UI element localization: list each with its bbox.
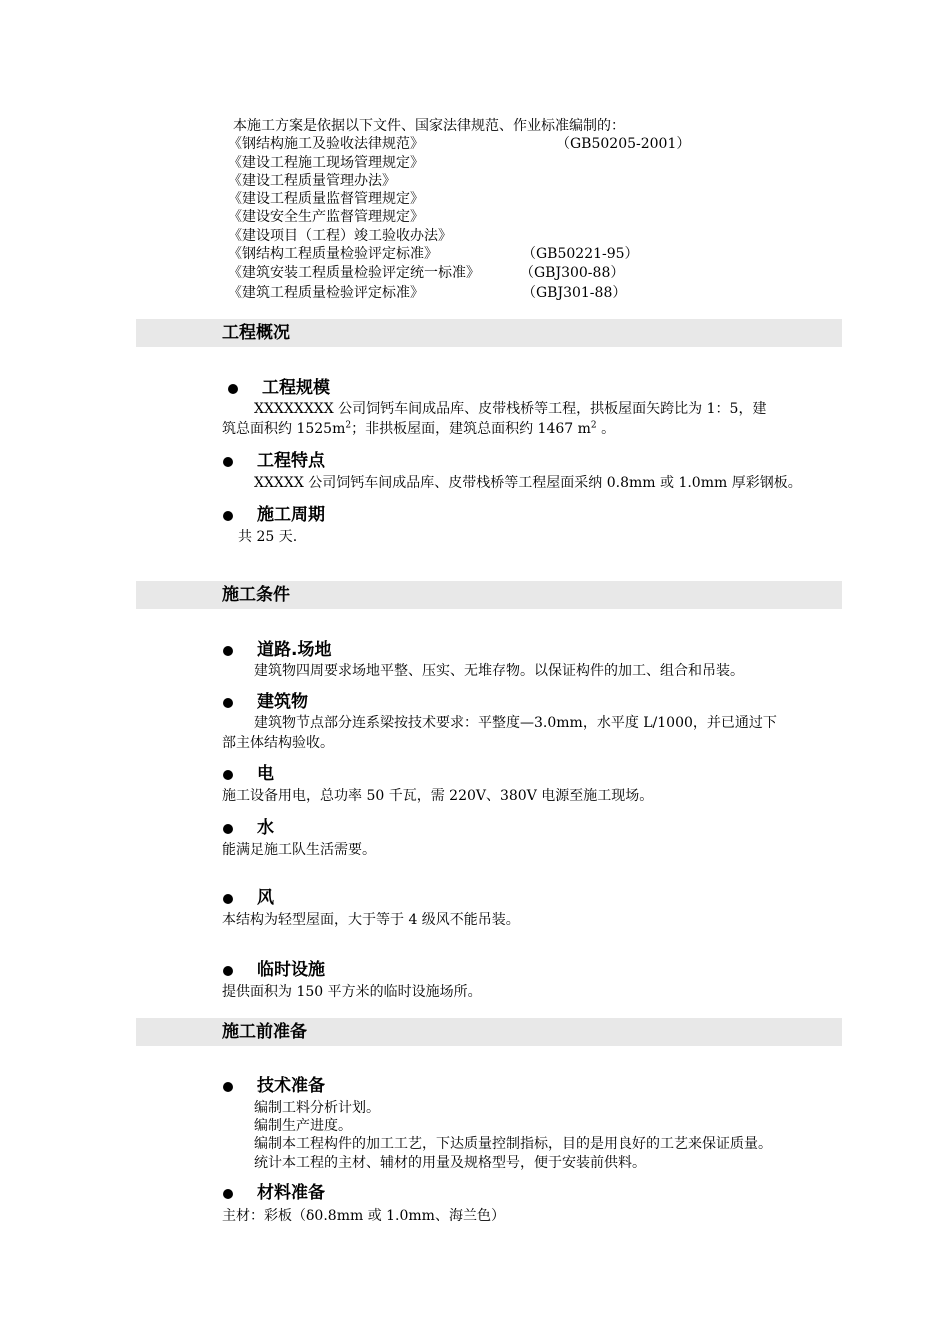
bullet-icon — [223, 1082, 233, 1092]
reference-title: 《钢结构施工及验收法律规范》 — [228, 136, 424, 152]
bullet-label: 电 — [257, 764, 274, 784]
scale-text-line2: 筑总面积约 $1525m^2$；非拱板屋面，建筑总面积约 1467 $m^2$ 。 — [222, 420, 616, 437]
bullet-label: 临时设施 — [257, 960, 325, 980]
reference-title: 《建设工程施工现场管理规定》 — [228, 155, 424, 171]
features-text: XXXXX 公司饲钙车间成品库、皮带栈桥等工程屋面采纳 0.8mm 或 1.0mm 厚彩钢板。 — [254, 475, 802, 491]
bullet-icon — [223, 457, 233, 467]
reference-code: （GBJ300-88） — [520, 265, 625, 281]
bullet-label: 道路.场地 — [257, 640, 332, 660]
building-text-line1: 建筑物节点部分连系梁按技术要求：平整度—3.0mm，水平度 L/1000，并已通过下 — [254, 715, 777, 731]
bullet-icon — [223, 646, 233, 656]
reference-title: 《建筑工程质量检验评定标准》 — [228, 285, 424, 301]
reference-code: （GB50221-95） — [522, 246, 639, 262]
bullet-icon — [223, 966, 233, 976]
section-header-overview — [136, 319, 842, 347]
bullet-label: 水 — [257, 818, 274, 838]
power-text: 施工设备用电，总功率 50 千瓦，需 220V、380V 电源至施工现场。 — [222, 788, 654, 804]
bullet-label: 技术准备 — [257, 1076, 325, 1096]
reference-code: （GBJ301-88） — [522, 285, 627, 301]
section-header-preparation — [136, 1018, 842, 1046]
reference-title: 《建设工程质量监督管理规定》 — [228, 191, 424, 207]
reference-title: 《建设项目（工程）竣工验收办法》 — [228, 228, 452, 244]
road-text: 建筑物四周要求场地平整、压实、无堆存物。以保证构件的加工、组合和吊装。 — [254, 663, 744, 679]
reference-title: 《钢结构工程质量检验评定标准》 — [228, 246, 438, 262]
section-title: 施工条件 — [222, 585, 290, 605]
tech-line: 统计本工程的主材、辅材的用量及规格型号，便于安装前供料。 — [254, 1155, 646, 1171]
building-text-line2: 部主体结构验收。 — [222, 735, 334, 751]
bullet-icon — [223, 770, 233, 780]
bullet-icon — [228, 384, 238, 394]
period-text: 共 25 天. — [238, 529, 298, 545]
wind-text: 本结构为轻型屋面，大于等于 4 级风不能吊装。 — [222, 912, 520, 928]
section-title: 施工前准备 — [222, 1022, 307, 1042]
bullet-icon — [223, 894, 233, 904]
reference-title: 《建设工程质量管理办法》 — [228, 173, 396, 189]
section-header-conditions — [136, 581, 842, 609]
tech-line: 编制工料分析计划。 — [254, 1100, 380, 1116]
bullet-label: 工程规模 — [262, 378, 330, 398]
bullet-icon — [223, 511, 233, 521]
bullet-label: 风 — [257, 888, 274, 908]
tech-line: 编制生产进度。 — [254, 1118, 352, 1134]
section-title: 工程概况 — [222, 323, 290, 343]
intro-lead: 本施工方案是依据以下文件、国家法律规范、作业标准编制的： — [233, 118, 625, 134]
material-text: 主材：彩板（δ0.8mm 或 1.0mm、海兰色） — [222, 1208, 505, 1224]
bullet-label: 材料准备 — [257, 1183, 325, 1203]
tech-line: 编制本工程构件的加工工艺，下达质量控制指标，目的是用良好的工艺来保证质量。 — [254, 1136, 772, 1152]
bullet-icon — [223, 1189, 233, 1199]
bullet-label: 工程特点 — [257, 451, 325, 471]
scale-text-line1: XXXXXXXX 公司饲钙车间成品库、皮带栈桥等工程，拱板屋面矢跨比为 1：5，建 — [254, 401, 767, 417]
bullet-icon — [223, 824, 233, 834]
bullet-label: 建筑物 — [257, 692, 308, 712]
reference-code: （GB50205-2001） — [556, 136, 691, 152]
bullet-label: 施工周期 — [257, 505, 325, 525]
bullet-icon — [223, 698, 233, 708]
reference-title: 《建筑安装工程质量检验评定统一标准》 — [228, 265, 480, 281]
water-text: 能满足施工队生活需要。 — [222, 842, 376, 858]
temp-text: 提供面积为 150 平方米的临时设施场所。 — [222, 984, 482, 1000]
reference-title: 《建设安全生产监督管理规定》 — [228, 209, 424, 225]
